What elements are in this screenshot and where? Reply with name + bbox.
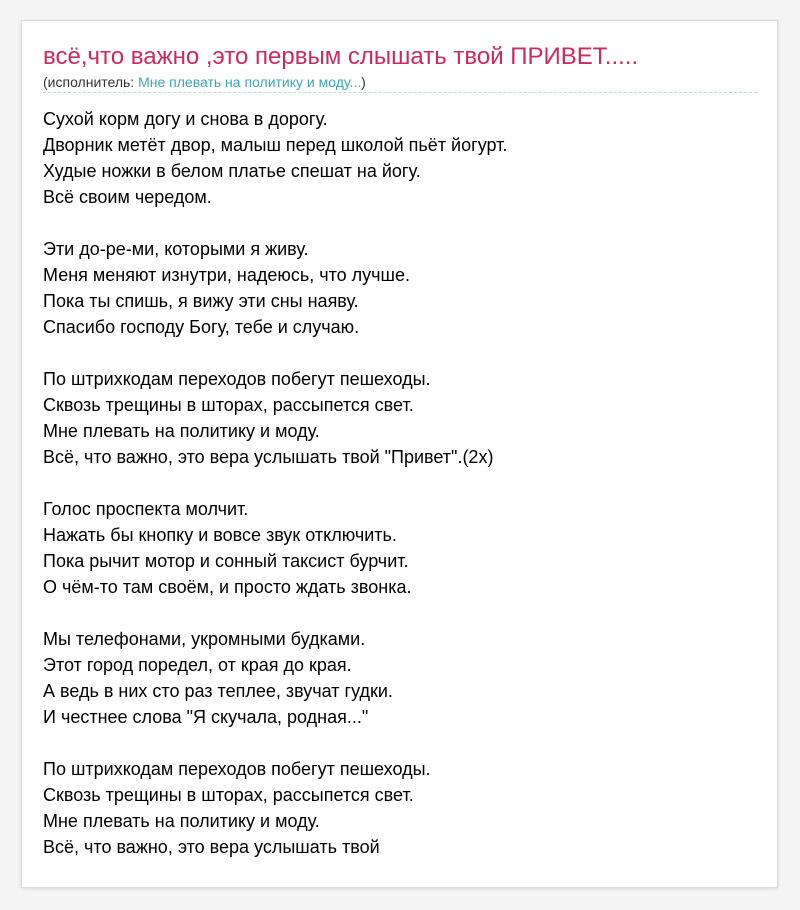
lyric-line: Сухой корм догу и снова в дорогу. bbox=[43, 109, 328, 129]
artist-line bbox=[43, 73, 366, 91]
lyric-line: Этот город поредел, от края до края. bbox=[43, 655, 352, 675]
lyric-line: Пока ты спишь, я вижу эти сны наяву. bbox=[43, 291, 359, 311]
song-title: всё,что важно ,это первым слышать твой ПРИВЕТ..... bbox=[43, 43, 639, 70]
stanza-2 bbox=[43, 236, 507, 340]
lyric-line: По штрихкодам переходов побегут пешеходы. bbox=[43, 759, 431, 779]
lyric-line: Худые ножки в белом платье спешат на йогу. bbox=[43, 161, 421, 181]
stanza-6 bbox=[43, 756, 507, 860]
lyric-line: Голос проспекта молчит. bbox=[43, 499, 249, 519]
lyric-line: Меня меняют изнутри, надеюсь, что лучше. bbox=[43, 265, 410, 285]
lyric-line: Эти до-ре-ми, которыми я живу. bbox=[43, 239, 309, 259]
lyric-line: Спасибо господу Богу, тебе и случаю. bbox=[43, 317, 360, 337]
lyric-line: Всё, что важно, это вера услышать твой "Привет".(2х) bbox=[43, 447, 494, 467]
lyric-line: О чём-то там своём, и просто ждать звонка. bbox=[43, 577, 412, 597]
lyric-line: По штрихкодам переходов побегут пешеходы. bbox=[43, 369, 431, 389]
lyric-line: Мне плевать на политику и моду. bbox=[43, 811, 320, 831]
lyric-line: И честнее слова "Я скучала, родная..." bbox=[43, 707, 369, 727]
lyric-line: Пока рычит мотор и сонный таксист бурчит. bbox=[43, 551, 409, 571]
artist-suffix: ) bbox=[361, 74, 366, 90]
lyric-line: Сквозь трещины в шторах, рассыпется свет. bbox=[43, 395, 414, 415]
lyric-line: Мы телефонами, укромными будками. bbox=[43, 629, 366, 649]
lyrics-body bbox=[43, 106, 507, 860]
stanza-1 bbox=[43, 106, 507, 210]
lyric-line: Нажать бы кнопку и вовсе звук отключить. bbox=[43, 525, 397, 545]
stanza-5 bbox=[43, 626, 507, 730]
lyric-line: Мне плевать на политику и моду. bbox=[43, 421, 320, 441]
stanza-3 bbox=[43, 366, 507, 470]
artist-prefix: (исполнитель: bbox=[43, 74, 139, 90]
title-divider bbox=[43, 92, 757, 93]
lyric-line: Дворник метёт двор, малыш перед школой пьёт йогурт. bbox=[43, 135, 508, 155]
lyrics-card bbox=[21, 20, 778, 888]
lyric-line: А ведь в них сто раз теплее, звучат гудки. bbox=[43, 681, 393, 701]
lyric-line: Всё, что важно, это вера услышать твой bbox=[43, 837, 380, 857]
stanza-4 bbox=[43, 496, 507, 600]
lyric-line: Всё своим чередом. bbox=[43, 187, 212, 207]
artist-link[interactable]: Мне плевать на политику и моду... bbox=[138, 74, 362, 90]
lyric-line: Сквозь трещины в шторах, рассыпется свет. bbox=[43, 785, 414, 805]
